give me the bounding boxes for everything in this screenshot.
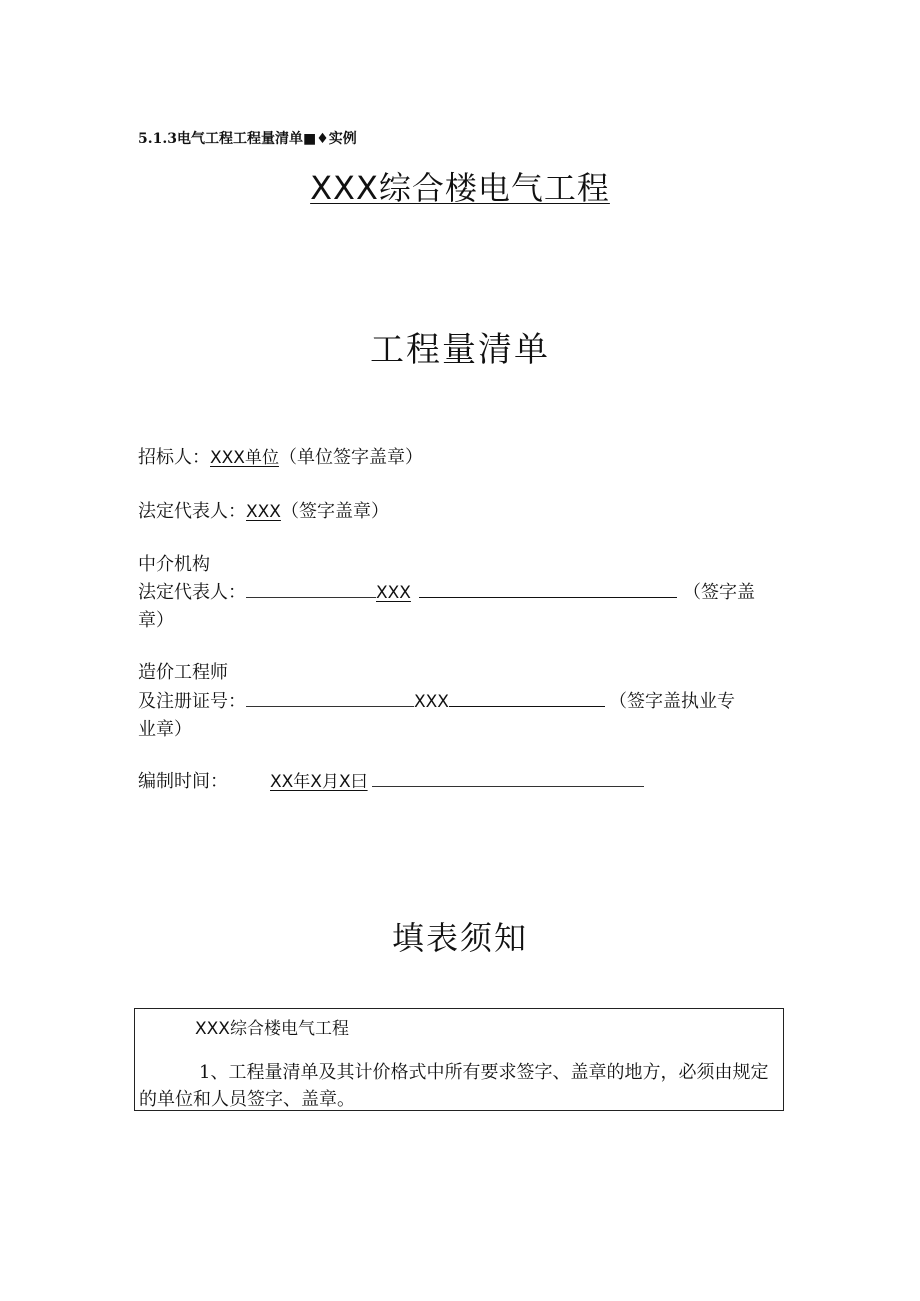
engineer-label: 及注册证号： bbox=[138, 691, 246, 712]
agency-blank-right bbox=[419, 579, 677, 598]
engineer-label-line-1: 造价工程师 bbox=[138, 662, 228, 683]
agency-value: XXX bbox=[376, 583, 411, 603]
engineer-note: （签字盖执业专 bbox=[608, 691, 735, 712]
date-blank bbox=[372, 768, 644, 787]
legal-rep-line bbox=[138, 497, 389, 523]
legal-rep-label: 法定代表人： bbox=[138, 501, 246, 522]
notice-project: XXX综合楼电气工程 bbox=[195, 1019, 349, 1039]
notice-box bbox=[134, 1008, 784, 1111]
date-value: XX年X月X曰 bbox=[270, 772, 368, 792]
date-label: 编制时间： bbox=[138, 771, 228, 792]
document-title: 工程量清单 bbox=[370, 330, 550, 370]
agency-note: （签字盖 bbox=[682, 582, 755, 603]
tenderer-note: （单位签字盖章） bbox=[278, 447, 423, 468]
engineer-value: XXX bbox=[414, 692, 449, 712]
agency-label: 法定代表人： bbox=[138, 582, 246, 603]
engineer-note-line-2: 业章） bbox=[138, 719, 192, 740]
engineer-blank-left bbox=[246, 688, 414, 707]
notice-title: 填表须知 bbox=[391, 919, 528, 957]
tenderer-value: XXX单位 bbox=[210, 448, 279, 468]
agency-line bbox=[138, 578, 755, 604]
agency-note-line-2: 章） bbox=[138, 610, 174, 631]
legal-rep-note: （签字盖章） bbox=[280, 501, 389, 522]
agency-label-line-1: 中介机构 bbox=[138, 554, 210, 575]
legal-rep-value: XXX bbox=[246, 502, 281, 522]
engineer-line bbox=[138, 687, 735, 713]
tenderer-line bbox=[138, 443, 423, 469]
engineer-blank-right bbox=[449, 688, 605, 707]
date-line bbox=[138, 767, 644, 793]
project-title-text: XXX综合楼电气工程 bbox=[310, 169, 610, 207]
notice-item-1: 1、工程量清单及其计价格式中所有要求签字、盖章的地方，必须由规定的单位和人员签字、盖章。 bbox=[139, 1062, 769, 1110]
tenderer-label: 招标人： bbox=[138, 447, 210, 468]
agency-blank-left bbox=[246, 579, 376, 598]
section-reference: 5.1.3电气工程工程量清单■♦实例 bbox=[138, 131, 357, 147]
project-title bbox=[0, 163, 920, 209]
